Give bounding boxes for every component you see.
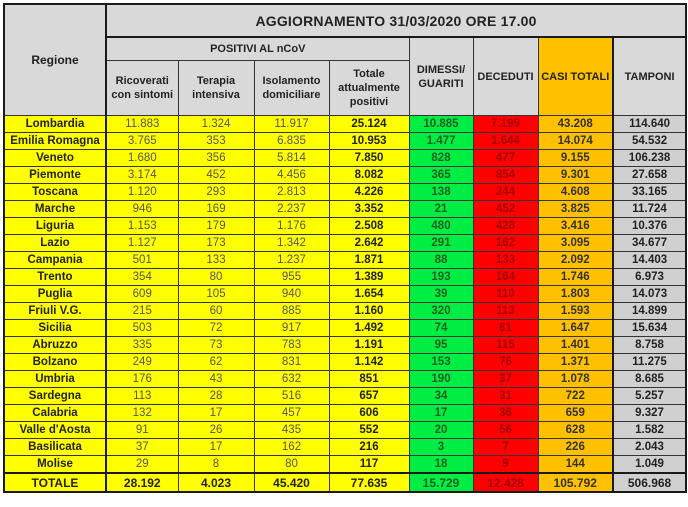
cell-terapia: 72 <box>178 320 254 337</box>
cell-totale-positivi: 2.642 <box>329 235 409 252</box>
cell-casi-totali: 9.155 <box>538 150 613 167</box>
cell-deceduti: 244 <box>473 184 538 201</box>
cell-totale-positivi: 117 <box>329 456 409 474</box>
cell-tamponi: 1.049 <box>613 456 686 474</box>
cell-regione: Veneto <box>4 150 106 167</box>
cell-ricoverati: 1.153 <box>106 218 178 235</box>
cell-ricoverati: 28.192 <box>106 473 178 492</box>
cell-casi-totali: 628 <box>538 422 613 439</box>
cell-totale-positivi: 1.191 <box>329 337 409 354</box>
cell-regione: Sicilia <box>4 320 106 337</box>
cell-terapia: 80 <box>178 269 254 286</box>
cell-dimessi: 3 <box>409 439 473 456</box>
cell-regione: Basilicata <box>4 439 106 456</box>
cell-regione: Friuli V.G. <box>4 303 106 320</box>
cell-terapia: 4.023 <box>178 473 254 492</box>
cell-casi-totali: 105.792 <box>538 473 613 492</box>
cell-dimessi: 193 <box>409 269 473 286</box>
cell-totale-positivi: 25.124 <box>329 116 409 133</box>
cell-dimessi: 365 <box>409 167 473 184</box>
cell-casi-totali: 14.074 <box>538 133 613 150</box>
cell-deceduti: 56 <box>473 422 538 439</box>
cell-totale-positivi: 1.160 <box>329 303 409 320</box>
table-row <box>4 439 686 456</box>
table-row <box>4 133 686 150</box>
cell-regione: TOTALE <box>4 473 106 492</box>
cell-isolamento: 45.420 <box>254 473 329 492</box>
cell-isolamento: 11.917 <box>254 116 329 133</box>
cell-totale-positivi: 3.352 <box>329 201 409 218</box>
cell-tamponi: 15.634 <box>613 320 686 337</box>
header-casi-totali: CASI TOTALI <box>538 37 613 116</box>
cell-tamponi: 11.724 <box>613 201 686 218</box>
cell-totale-positivi: 606 <box>329 405 409 422</box>
cell-casi-totali: 1.371 <box>538 354 613 371</box>
cell-casi-totali: 659 <box>538 405 613 422</box>
cell-ricoverati: 91 <box>106 422 178 439</box>
cell-totale-positivi: 2.508 <box>329 218 409 235</box>
cell-dimessi: 291 <box>409 235 473 252</box>
cell-deceduti: 162 <box>473 235 538 252</box>
cell-regione: Marche <box>4 201 106 218</box>
cell-isolamento: 783 <box>254 337 329 354</box>
cell-casi-totali: 4.608 <box>538 184 613 201</box>
cell-dimessi: 95 <box>409 337 473 354</box>
cell-terapia: 293 <box>178 184 254 201</box>
cell-ricoverati: 113 <box>106 388 178 405</box>
cell-casi-totali: 3.825 <box>538 201 613 218</box>
table-row <box>4 150 686 167</box>
table-title: AGGIORNAMENTO 31/03/2020 ORE 17.00 <box>106 4 686 37</box>
cell-regione: Lombardia <box>4 116 106 133</box>
cell-deceduti: 31 <box>473 388 538 405</box>
table-row <box>4 388 686 405</box>
cell-deceduti: 428 <box>473 218 538 235</box>
cell-ricoverati: 609 <box>106 286 178 303</box>
cell-ricoverati: 3.174 <box>106 167 178 184</box>
cell-tamponi: 14.403 <box>613 252 686 269</box>
cell-isolamento: 885 <box>254 303 329 320</box>
table-row <box>4 354 686 371</box>
cell-isolamento: 5.814 <box>254 150 329 167</box>
cell-totale-positivi: 1.492 <box>329 320 409 337</box>
table-row <box>4 269 686 286</box>
cell-regione: Valle d'Aosta <box>4 422 106 439</box>
cell-terapia: 8 <box>178 456 254 474</box>
cell-totale-positivi: 4.226 <box>329 184 409 201</box>
cell-casi-totali: 144 <box>538 456 613 474</box>
cell-dimessi: 34 <box>409 388 473 405</box>
cell-totale-positivi: 10.953 <box>329 133 409 150</box>
cell-totale-positivi: 7.850 <box>329 150 409 167</box>
covid-regional-table <box>3 3 687 493</box>
cell-dimessi: 88 <box>409 252 473 269</box>
cell-tamponi: 5.257 <box>613 388 686 405</box>
cell-totale-positivi: 1.389 <box>329 269 409 286</box>
cell-regione: Umbria <box>4 371 106 388</box>
cell-totale-positivi: 77.635 <box>329 473 409 492</box>
cell-casi-totali: 43.208 <box>538 116 613 133</box>
cell-isolamento: 917 <box>254 320 329 337</box>
cell-casi-totali: 9.301 <box>538 167 613 184</box>
cell-tamponi: 33.165 <box>613 184 686 201</box>
cell-dimessi: 18 <box>409 456 473 474</box>
cell-isolamento: 516 <box>254 388 329 405</box>
cell-totale-positivi: 851 <box>329 371 409 388</box>
cell-deceduti: 7 <box>473 439 538 456</box>
table-row <box>4 422 686 439</box>
cell-totale-positivi: 216 <box>329 439 409 456</box>
cell-deceduti: 477 <box>473 150 538 167</box>
cell-regione: Campania <box>4 252 106 269</box>
cell-ricoverati: 3.765 <box>106 133 178 150</box>
cell-isolamento: 6.835 <box>254 133 329 150</box>
cell-tamponi: 34.677 <box>613 235 686 252</box>
header-regione: Regione <box>4 4 106 116</box>
cell-terapia: 169 <box>178 201 254 218</box>
cell-regione: Emilia Romagna <box>4 133 106 150</box>
cell-ricoverati: 1.680 <box>106 150 178 167</box>
cell-ricoverati: 11.883 <box>106 116 178 133</box>
cell-tamponi: 8.758 <box>613 337 686 354</box>
covid-table-container <box>3 3 687 493</box>
cell-dimessi: 15.729 <box>409 473 473 492</box>
cell-dimessi: 10.885 <box>409 116 473 133</box>
cell-dimessi: 320 <box>409 303 473 320</box>
cell-deceduti: 81 <box>473 320 538 337</box>
table-row <box>4 201 686 218</box>
cell-isolamento: 1.237 <box>254 252 329 269</box>
cell-ricoverati: 37 <box>106 439 178 456</box>
table-row <box>4 235 686 252</box>
table-row <box>4 167 686 184</box>
cell-ricoverati: 503 <box>106 320 178 337</box>
cell-tamponi: 11.275 <box>613 354 686 371</box>
cell-deceduti: 12.428 <box>473 473 538 492</box>
cell-terapia: 1.324 <box>178 116 254 133</box>
cell-casi-totali: 2.092 <box>538 252 613 269</box>
cell-casi-totali: 3.095 <box>538 235 613 252</box>
cell-terapia: 353 <box>178 133 254 150</box>
cell-deceduti: 164 <box>473 269 538 286</box>
header-deceduti: DECEDUTI <box>473 37 538 116</box>
cell-dimessi: 480 <box>409 218 473 235</box>
cell-ricoverati: 249 <box>106 354 178 371</box>
header-positivi-group: POSITIVI AL nCoV <box>106 37 409 61</box>
cell-regione: Sardegna <box>4 388 106 405</box>
cell-casi-totali: 1.803 <box>538 286 613 303</box>
cell-isolamento: 162 <box>254 439 329 456</box>
cell-terapia: 28 <box>178 388 254 405</box>
cell-regione: Toscana <box>4 184 106 201</box>
cell-ricoverati: 215 <box>106 303 178 320</box>
cell-ricoverati: 1.120 <box>106 184 178 201</box>
cell-ricoverati: 1.127 <box>106 235 178 252</box>
cell-deceduti: 110 <box>473 286 538 303</box>
cell-ricoverati: 132 <box>106 405 178 422</box>
cell-deceduti: 76 <box>473 354 538 371</box>
cell-terapia: 105 <box>178 286 254 303</box>
cell-deceduti: 452 <box>473 201 538 218</box>
cell-isolamento: 4.456 <box>254 167 329 184</box>
cell-terapia: 17 <box>178 405 254 422</box>
cell-tamponi: 14.899 <box>613 303 686 320</box>
table-row <box>4 116 686 133</box>
header-terapia: Terapia intensiva <box>178 61 254 116</box>
cell-casi-totali: 1.647 <box>538 320 613 337</box>
cell-casi-totali: 722 <box>538 388 613 405</box>
cell-totale-positivi: 552 <box>329 422 409 439</box>
table-row <box>4 303 686 320</box>
table-row <box>4 371 686 388</box>
cell-terapia: 133 <box>178 252 254 269</box>
cell-deceduti: 1.644 <box>473 133 538 150</box>
cell-regione: Bolzano <box>4 354 106 371</box>
cell-regione: Liguria <box>4 218 106 235</box>
header-isolamento: Isolamento domiciliare <box>254 61 329 116</box>
cell-dimessi: 17 <box>409 405 473 422</box>
cell-dimessi: 1.477 <box>409 133 473 150</box>
cell-tamponi: 114.640 <box>613 116 686 133</box>
header-totale-positivi: Totale attualmente positivi <box>329 61 409 116</box>
cell-terapia: 356 <box>178 150 254 167</box>
cell-ricoverati: 354 <box>106 269 178 286</box>
table-row <box>4 337 686 354</box>
cell-casi-totali: 226 <box>538 439 613 456</box>
cell-dimessi: 21 <box>409 201 473 218</box>
cell-dimessi: 828 <box>409 150 473 167</box>
cell-deceduti: 113 <box>473 303 538 320</box>
cell-casi-totali: 1.401 <box>538 337 613 354</box>
cell-casi-totali: 1.593 <box>538 303 613 320</box>
cell-isolamento: 831 <box>254 354 329 371</box>
cell-regione: Calabria <box>4 405 106 422</box>
cell-tamponi: 8.685 <box>613 371 686 388</box>
cell-totale-positivi: 1.142 <box>329 354 409 371</box>
cell-dimessi: 20 <box>409 422 473 439</box>
cell-ricoverati: 176 <box>106 371 178 388</box>
cell-regione: Abruzzo <box>4 337 106 354</box>
cell-isolamento: 80 <box>254 456 329 474</box>
cell-terapia: 17 <box>178 439 254 456</box>
cell-tamponi: 10.376 <box>613 218 686 235</box>
table-row <box>4 184 686 201</box>
header-dimessi: DIMESSI/ GUARITI <box>409 37 473 116</box>
cell-dimessi: 190 <box>409 371 473 388</box>
table-row <box>4 252 686 269</box>
cell-casi-totali: 1.746 <box>538 269 613 286</box>
cell-dimessi: 74 <box>409 320 473 337</box>
cell-tamponi: 54.532 <box>613 133 686 150</box>
cell-ricoverati: 29 <box>106 456 178 474</box>
cell-ricoverati: 946 <box>106 201 178 218</box>
cell-terapia: 26 <box>178 422 254 439</box>
cell-regione: Molise <box>4 456 106 474</box>
total-row <box>4 473 686 492</box>
cell-ricoverati: 501 <box>106 252 178 269</box>
cell-tamponi: 27.658 <box>613 167 686 184</box>
cell-tamponi: 14.073 <box>613 286 686 303</box>
cell-isolamento: 2.237 <box>254 201 329 218</box>
cell-deceduti: 7.199 <box>473 116 538 133</box>
cell-totale-positivi: 8.082 <box>329 167 409 184</box>
cell-isolamento: 1.176 <box>254 218 329 235</box>
cell-tamponi: 106.238 <box>613 150 686 167</box>
cell-regione: Lazio <box>4 235 106 252</box>
table-body <box>4 116 686 493</box>
cell-dimessi: 39 <box>409 286 473 303</box>
cell-deceduti: 37 <box>473 371 538 388</box>
cell-deceduti: 9 <box>473 456 538 474</box>
cell-terapia: 62 <box>178 354 254 371</box>
cell-deceduti: 133 <box>473 252 538 269</box>
cell-totale-positivi: 1.871 <box>329 252 409 269</box>
cell-isolamento: 632 <box>254 371 329 388</box>
cell-casi-totali: 3.416 <box>538 218 613 235</box>
cell-regione: Puglia <box>4 286 106 303</box>
cell-terapia: 60 <box>178 303 254 320</box>
cell-terapia: 179 <box>178 218 254 235</box>
cell-terapia: 73 <box>178 337 254 354</box>
table-row <box>4 405 686 422</box>
cell-tamponi: 6.973 <box>613 269 686 286</box>
cell-tamponi: 9.327 <box>613 405 686 422</box>
table-row <box>4 456 686 474</box>
table-row <box>4 320 686 337</box>
cell-terapia: 173 <box>178 235 254 252</box>
cell-isolamento: 2.813 <box>254 184 329 201</box>
cell-deceduti: 115 <box>473 337 538 354</box>
cell-regione: Trento <box>4 269 106 286</box>
header-ricoverati: Ricoverati con sintomi <box>106 61 178 116</box>
cell-terapia: 43 <box>178 371 254 388</box>
cell-regione: Piemonte <box>4 167 106 184</box>
cell-tamponi: 506.968 <box>613 473 686 492</box>
header-tamponi: TAMPONI <box>613 37 686 116</box>
cell-totale-positivi: 1.654 <box>329 286 409 303</box>
cell-tamponi: 1.582 <box>613 422 686 439</box>
table-row <box>4 286 686 303</box>
cell-tamponi: 2.043 <box>613 439 686 456</box>
cell-isolamento: 1.342 <box>254 235 329 252</box>
cell-dimessi: 153 <box>409 354 473 371</box>
cell-isolamento: 457 <box>254 405 329 422</box>
cell-isolamento: 955 <box>254 269 329 286</box>
cell-ricoverati: 335 <box>106 337 178 354</box>
cell-deceduti: 36 <box>473 405 538 422</box>
cell-isolamento: 435 <box>254 422 329 439</box>
cell-totale-positivi: 657 <box>329 388 409 405</box>
cell-isolamento: 940 <box>254 286 329 303</box>
cell-dimessi: 138 <box>409 184 473 201</box>
cell-casi-totali: 1.078 <box>538 371 613 388</box>
cell-deceduti: 854 <box>473 167 538 184</box>
table-row <box>4 218 686 235</box>
cell-terapia: 452 <box>178 167 254 184</box>
